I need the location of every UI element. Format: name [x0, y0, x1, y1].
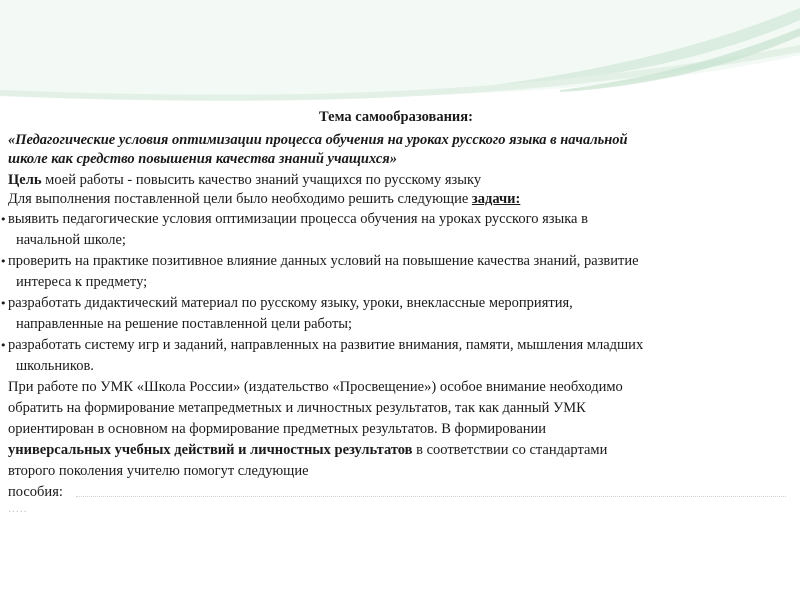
list-item: [0, 293, 792, 335]
task-3-line-1: разработать дидактический материал по русскому языку, уроки, внеклассные мероприятия,: [8, 295, 573, 311]
task-2-line-1: проверить на практике позитивное влияние данных условий на повышение качества знаний, развитие: [8, 253, 639, 269]
task-4-line-1: разработать систему игр и заданий, направленных на развитие внимания, памяти, мышления младших: [8, 337, 644, 353]
task-3-line-2: направленные на решение поставленной цели работы;: [16, 316, 353, 332]
topic-line-1: «Педагогические условия оптимизации процесса обучения на уроках русского языка в начальной: [8, 132, 628, 148]
para-line-3: ориентирован в основном на формирование предметных результатов. В формировании: [8, 421, 547, 437]
para-line-4-rest: в соответствии со стандартами: [412, 442, 608, 458]
tasks-intro-text: Для выполнения поставленной цели было необходимо решить следующие: [8, 191, 472, 207]
task-1-line-1: выявить педагогические условия оптимизации процесса обучения на уроках русского языка в: [8, 211, 588, 227]
dotted-leader: [76, 496, 786, 497]
tasks-word: задачи:: [471, 191, 521, 207]
task-2-line-2: интереса к предмету;: [16, 274, 148, 290]
slide-content: [0, 108, 792, 515]
para-line-2: обратить на формирование метапредметных и личностных результатов, так как данный УМК: [8, 400, 586, 416]
list-item: [0, 209, 792, 251]
task-4-line-2: школьников.: [16, 358, 94, 374]
tasks-intro: [8, 190, 792, 209]
slide-title: Тема самообразования:: [319, 109, 473, 125]
list-item: [0, 335, 792, 377]
trailing-ellipsis: …..: [8, 503, 28, 515]
umk-paragraph: [8, 377, 792, 482]
para-line-1: При работе по УМК «Школа России» (издательство «Просвещение») особое внимание необходимо: [8, 379, 623, 395]
topic-line-2: школе как средство повышения качества знаний учащихся»: [8, 151, 398, 167]
tasks-list: [0, 209, 792, 377]
goal-label: Цель: [8, 172, 42, 188]
para-line-6: пособия:: [8, 484, 63, 500]
para-line-5: второго поколения учителю помогут следующие: [8, 463, 309, 479]
topic-subtitle: [8, 131, 792, 169]
task-1-line-2: начальной школе;: [16, 232, 126, 248]
list-item: [0, 251, 792, 293]
goal-text: моей работы - повысить качество знаний учащихся по русскому языку: [41, 172, 482, 188]
para-bold-phrase: универсальных учебных действий и личностных результатов: [8, 442, 413, 458]
materials-row: [8, 482, 792, 503]
goal-statement: [8, 171, 792, 190]
